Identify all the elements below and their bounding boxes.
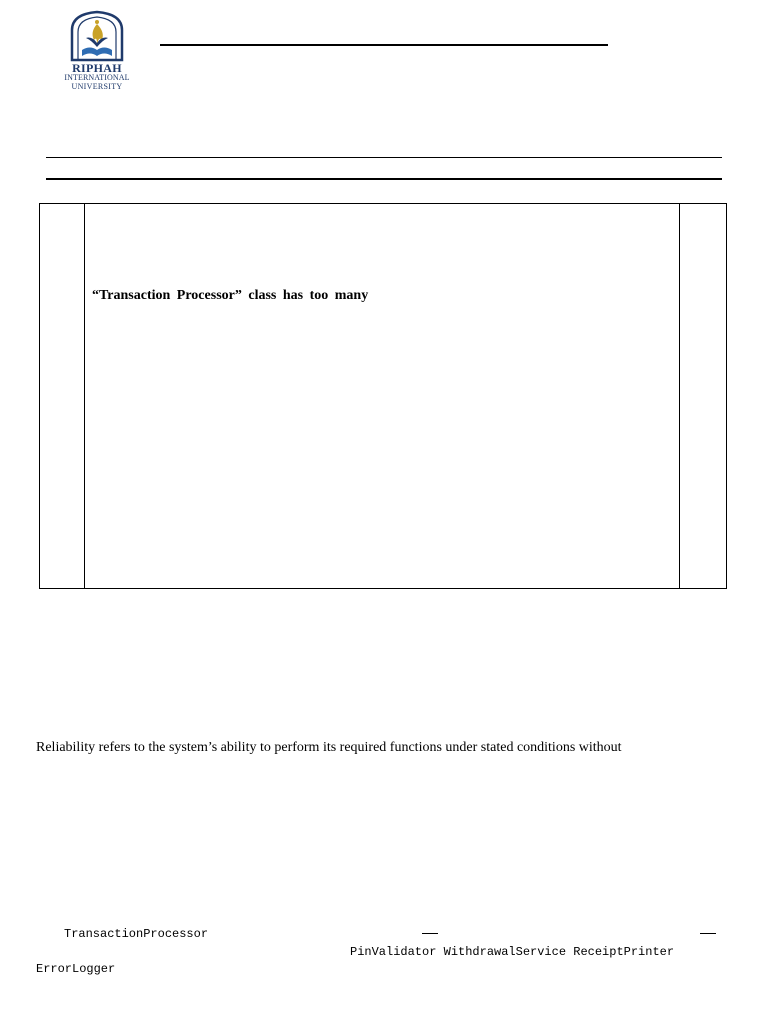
table-cell-text: “Transaction Processor” class has too many bbox=[92, 288, 369, 303]
code-line-transaction-processor: TransactionProcessor bbox=[64, 927, 209, 941]
divider-thick bbox=[46, 178, 722, 180]
table-column-divider-left bbox=[84, 204, 85, 588]
logo-text-line1: RIPHAH bbox=[72, 61, 122, 75]
table-column-divider-right bbox=[679, 204, 680, 588]
dash-mark bbox=[700, 933, 716, 934]
divider-thin bbox=[46, 157, 722, 158]
crest-icon bbox=[66, 10, 128, 62]
dash-mark bbox=[422, 933, 438, 934]
code-line-error-logger: ErrorLogger bbox=[36, 962, 116, 976]
university-logo bbox=[56, 10, 138, 90]
header-rule bbox=[160, 44, 608, 46]
logo-text-line3: UNIVERSITY bbox=[71, 82, 123, 91]
content-table bbox=[39, 203, 727, 589]
logo-text-line2: INTERNATIONAL bbox=[64, 73, 130, 82]
code-line-classes: PinValidator WithdrawalService ReceiptPrinter bbox=[350, 945, 675, 959]
reliability-paragraph: Reliability refers to the system’s ability to perform its required functions under stated conditions without bbox=[36, 740, 622, 755]
